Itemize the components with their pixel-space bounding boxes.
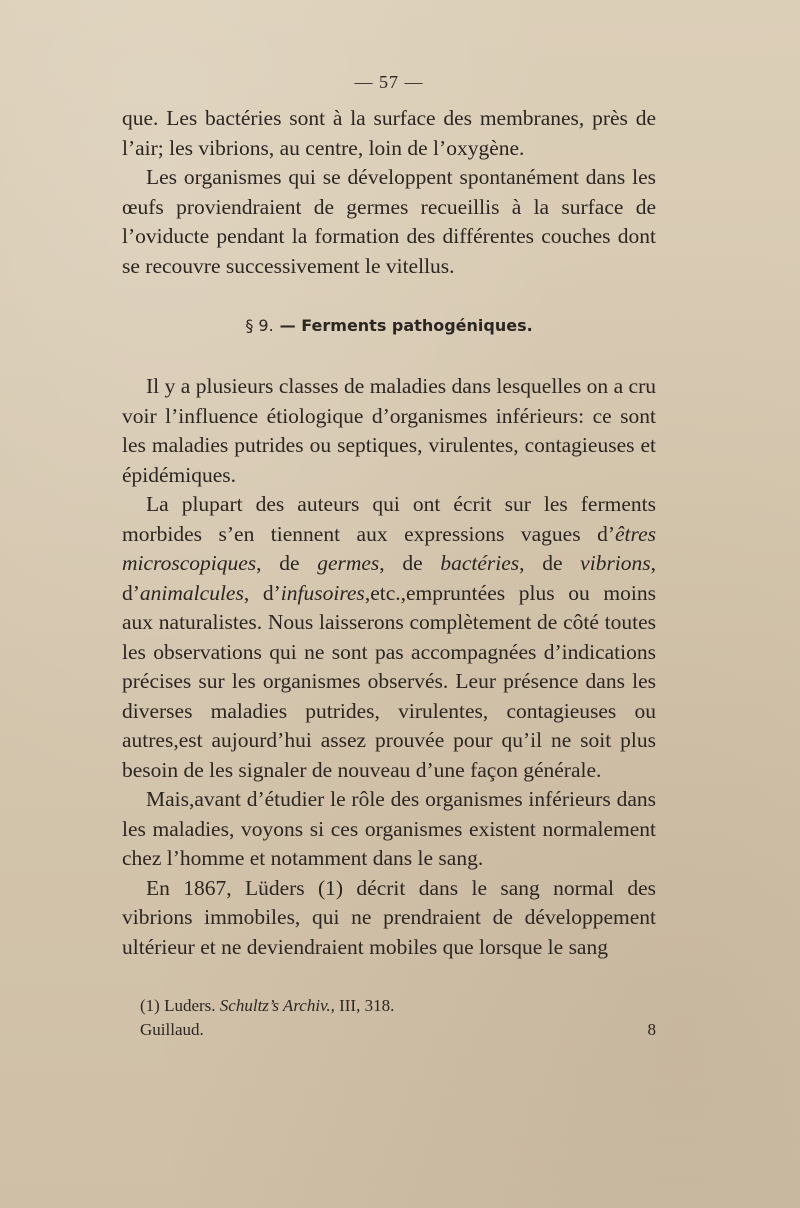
section-heading [122,316,656,336]
page-content [122,68,656,1042]
page-number: — 57 — [354,72,424,92]
paragraph-authors [122,490,656,785]
section-number: § 9. [245,316,274,335]
signature-name: Guillaud. [140,1020,204,1039]
paragraph-blood: Mais,avant d’étudier le rôle des organismes inférieurs dans les maladies, voyons si ces organismes existent normalement chez l’homme et notamment dans le sang. [122,787,656,870]
term-bacteries: bactéries [440,551,520,575]
text-run: , d’ [243,580,281,605]
text-run: , de [379,551,441,575]
footnote-spacer [122,962,656,980]
paragraph-continuation: que. Les bactéries sont à la surface des membranes, près de l’air; les vibrions, au centre, loin de l’oxygène. [122,106,656,160]
text-run: , d’ [122,551,657,605]
signature-row [140,1018,656,1042]
paragraph-diseases: Il y a plusieurs classes de maladies dans lesquelles on a cru voir l’influence étiologique d’organismes inférieurs: ce sont les maladies putrides ou septiques, virulentes, contagieuses et épidémiques. [122,374,656,487]
footnote-marker: (1) [140,996,160,1015]
footnote-reference: , III, 318. [330,996,395,1015]
term-animalcules: animalcules [139,580,244,605]
text-run: , de [519,551,581,575]
term-etres-microscopiques: êtres microscopiques [122,521,656,575]
footnote [122,994,656,1042]
footnote-line [122,994,656,1018]
footnote-author: Luders. [164,996,216,1015]
text-run: La plupart des auteurs qui ont écrit sur les ferments morbides s’en tiennent aux expressions vagues d’ [122,492,656,546]
term-germes: germes [317,551,380,575]
footnote-journal: Schultz’s Archiv. [219,996,331,1015]
term-vibrions: vibrions [580,551,651,575]
text-run: ,etc.,empruntées plus ou moins aux naturalistes. Nous laisserons complètement de côté toutes les observations qui ne sont pas accompagnées d’indications précises sur les organismes observés. Leur présence dans les diverses maladies putrides, virulentes, contagieuses ou autres,est aujourd’hui assez prouvée pour qu’il ne soit plus besoin de les signaler de nouveau d’une façon générale. [122,580,656,782]
section-title: — Ferments pathogéniques. [279,316,533,335]
signature-number: 8 [647,1020,656,1039]
paragraph-eggs: Les organismes qui se développent spontanément dans les œufs proviendraient de germes recueillis à la surface de l’oviducte pendant la formation des différentes couches dont se recouvre successivement le vitellus. [122,165,656,278]
paragraph-luders: En 1867, Lüders (1) décrit dans le sang normal des vibrions immobiles, qui ne prendraient de développement ultérieur et ne deviendraient mobiles que lorsque le sang [122,875,656,959]
term-infusoires: infusoires [280,580,365,605]
text-run: , de [256,551,318,575]
